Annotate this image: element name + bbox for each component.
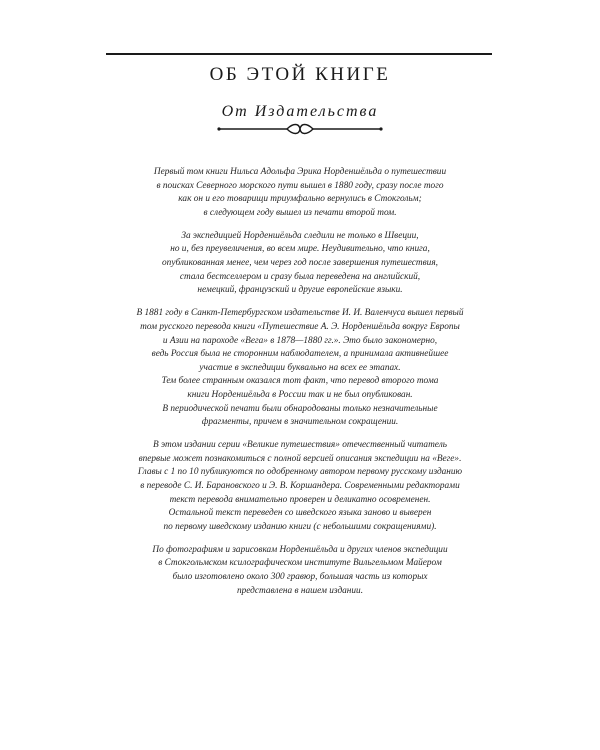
text-line: по первому шведскому изданию книги (с небольшими сокращениями). [163,521,437,532]
text-line: опубликованная менее, чем через год после завершения путешествия, [162,258,438,269]
page-subtitle: От Издательства [221,103,379,120]
top-rule [106,53,492,55]
text-line: ведь Россия была не сторонним наблюдателем, а принимала активнейшее [151,349,449,360]
paragraph [120,544,480,598]
text-line: книги Норденшёльда в России так и не был опубликован. [187,389,413,400]
body-text [120,166,480,608]
paragraph [120,375,480,429]
text-line: в переводе С. И. Барановского и Э. В. Коршандера. Современными редакторами [140,480,460,491]
text-line: в следующем году вышел из печати второй том. [203,207,397,218]
text-line: стала бестселлером и сразу была переведена на английский, [179,271,421,282]
text-line: но и, без преувеличения, во всем мире. Неудивительно, что книга, [170,244,430,255]
text-line: участие в экспедиции буквально на всех ее этапах. [199,362,401,373]
text-line: Тем более странным оказался тот факт, что перевод второго тома [161,376,439,387]
text-line: Первый том книги Нильса Адольфа Эрика Норденшёльда о путешествии [153,167,447,177]
text-line: По фотографиям и зарисовкам Норденшёльда и других членов экспедиции [152,544,448,555]
text-line: было изготовлено около 300 гравюр, большая часть из которых [172,572,428,583]
text-line: в Стокгольмском ксилографическом институте Вильгельмом Майером [158,558,442,569]
text-line: За экспедицией Норденшёльда следили не только в Швеции, [181,230,419,241]
text-line: том русского перевода книги «Путешествие А. Э. Норденшёльда вокруг Европы [140,321,460,332]
text-line: Остальной текст переведен со шведского языка заново и выверен [168,508,432,519]
text-line: текст перевода внимательно проверен и деликатно осовременен. [169,494,431,505]
text-line: впервые может познакомиться с полной версией описания экспедиции на «Веге». [138,453,462,464]
text-line: В этом издании серии «Великие путешествия» отечественный читатель [153,440,447,451]
text-line: и Азии на пароходе «Вега» в 1878—1880 гг.». Это было закономерно, [162,335,438,346]
text-line: как он и его товарищи триумфально вернулись в Стокгольм; [178,194,422,205]
paragraph [120,439,480,534]
paragraph [120,166,480,220]
page-title: ОБ ЭТОЙ КНИГЕ [209,64,391,85]
ornament-divider-icon [215,121,385,137]
text-line: Главы с 1 по 10 публикуются по одобренному автором первому русскому изданию [137,467,463,478]
text-line: В периодической печати были обнародованы только незначительные [162,403,438,414]
text-line: В 1881 году в Санкт-Петербургском издательстве И. И. Валенчуса вышел первый [136,308,464,319]
text-line: фрагменты, причем в значительном сокращении. [201,417,399,428]
text-line: в поисках Северного морского пути вышел в 1880 году, сразу после того [156,180,444,191]
text-line: немецкий, французский и другие европейские языки. [197,285,403,296]
paragraph [120,230,480,298]
text-line: представлена в нашем издании. [236,585,364,596]
paragraph [120,307,480,375]
